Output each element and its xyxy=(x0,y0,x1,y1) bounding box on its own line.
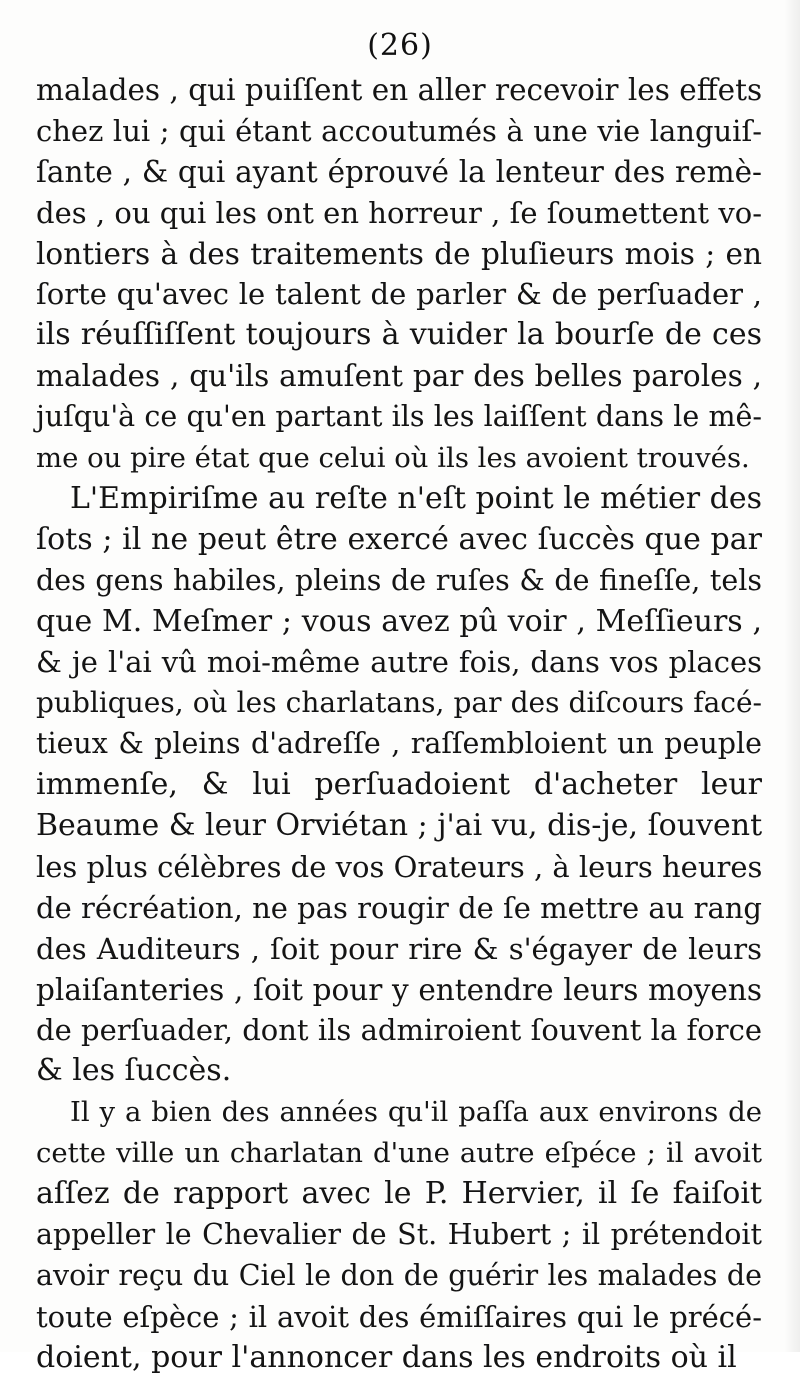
text-line: tieux & pleins d'adreſſe , raſſembloient un peuple xyxy=(36,727,762,761)
text-line: appeller le Chevalier de St. Hubert ; il prétendoit xyxy=(36,1217,762,1251)
text-line: les plus célèbres de vos Orateurs , à leurs heures xyxy=(36,849,763,884)
body-text xyxy=(36,70,762,1379)
text-line: ils réuſſiſſent toujours à vuider la bourſe de ces xyxy=(36,317,762,353)
page-number: (26) xyxy=(367,28,433,63)
text-line: chez lui ; qui étant accoutumés à une vie languiſ- xyxy=(36,113,762,148)
text-line: me ou pire état que celui où ils les avoient trouvés. xyxy=(36,442,750,475)
text-line: ſorte qu'avec le talent de parler & de perſuader , xyxy=(36,277,762,312)
text-line: des gens habiles, pleins de ruſes & de fineſſe, tels xyxy=(36,563,762,597)
text-line: malades , qui puiſſent en aller recevoir les effets xyxy=(36,73,763,107)
text-line: & je l'ai vû moi-même autre fois, dans vos places xyxy=(36,645,762,680)
text-line: immenſe, & lui perſuadoient d'acheter leur xyxy=(36,767,762,803)
text-line: publiques, où les charlatans, par des diſcours facé- xyxy=(36,686,762,720)
text-line: des Auditeurs , ſoit pour rire & s'égayer de leurs xyxy=(36,931,762,966)
text-line: que M. Meſmer ; vous avez pû voir , Meſſieurs , xyxy=(36,603,762,639)
text-line: & les ſuccès. xyxy=(36,1053,232,1089)
text-line: des , ou qui les ont en horreur , ſe ſoumettent vo- xyxy=(36,195,762,230)
text-line: juſqu'à ce qu'en partant ils les laiſſent dans le mê- xyxy=(36,400,762,434)
text-line: aſſez de rapport avec le P. Hervier, il ſe faiſoit xyxy=(36,1176,762,1212)
text-line: cette ville un charlatan d'une autre eſpéce ; il avoit xyxy=(36,1137,762,1170)
text-line: avoir reçu du Ciel le don de guérir les malades de xyxy=(36,1258,762,1292)
text-line: ſante , & qui ayant éprouvé la lenteur des remè- xyxy=(36,154,762,189)
text-line: malades , qu'ils amuſent par des belles paroles , xyxy=(36,359,762,394)
text-line: L'Empiriſme au reſte n'eſt point le métier des xyxy=(70,480,762,516)
text-line: de récréation, ne pas rougir de ſe mettre au rang xyxy=(36,890,762,925)
page-edge-shadow xyxy=(784,0,800,1352)
text-line: Beaume & leur Orviétan ; j'ai vu, dis-je, ſouvent xyxy=(36,808,763,844)
text-line: ſots ; il ne peut être exercé avec ſuccès que par xyxy=(36,521,762,557)
text-line: de perſuader, dont ils admiroient ſouvent la force xyxy=(36,1013,762,1048)
text-line: Il y a bien des années qu'il paſſa aux environs de xyxy=(70,1096,762,1129)
text-line: toute eſpèce ; il avoit des émiſſaires qui le précé- xyxy=(36,1299,762,1334)
text-line: doient, pour l'annoncer dans les endroits où il xyxy=(36,1339,737,1375)
text-line: plaiſanteries , ſoit pour y entendre leurs moyens xyxy=(36,972,762,1007)
text-line: lontiers à des traitements de pluſieurs mois ; en xyxy=(36,236,762,271)
